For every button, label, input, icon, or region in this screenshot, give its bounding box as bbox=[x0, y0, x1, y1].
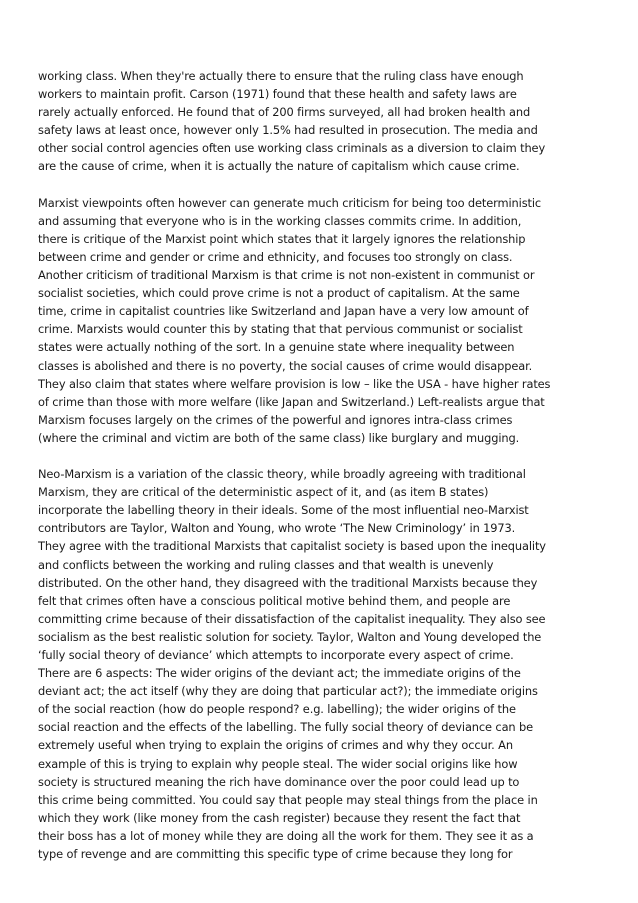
text-line: there is critique of the Marxist point which states that it largely ignores the relationship bbox=[38, 231, 526, 246]
text-line: classes is abolished and there is no poverty, the social causes of crime would disappear. bbox=[38, 358, 533, 373]
text-line: other social control agencies often use working class criminals as a diversion to claim they bbox=[38, 141, 546, 156]
text-line: which they work (like money from the cash register) because they resent the fact that bbox=[38, 810, 521, 825]
text-line: society is structured meaning the rich have dominance over the poor could lead up to bbox=[38, 774, 520, 789]
text-line: type of revenge and are committing this specific type of crime because they long for bbox=[38, 847, 513, 862]
text-line: this crime being committed. You could say that people may steal things from the place in bbox=[38, 792, 538, 807]
text-line: They also claim that states where welfare provision is low – like the USA - have higher rates bbox=[38, 376, 551, 391]
text-line: example of this is trying to explain why people steal. The wider social origins like how bbox=[38, 756, 518, 771]
text-line: Neo-Marxism is a variation of the classic theory, while broadly agreeing with traditional bbox=[38, 467, 526, 482]
text-line: Marxism, they are critical of the deterministic aspect of it, and (as item B states) bbox=[38, 485, 489, 500]
text-line: social reaction and the effects of the labelling. The fully social theory of deviance can be bbox=[38, 720, 534, 735]
text-line: ‘fully social theory of deviance’ which attempts to incorporate every aspect of crime. bbox=[38, 648, 514, 662]
text-line: and conflicts between the working and ruling classes and that wealth is unevenly bbox=[38, 557, 494, 572]
text-line: time, crime in capitalist countries like Switzerland and Japan have a very low amount of bbox=[38, 304, 529, 319]
text-line: felt that crimes often have a conscious political motive behind them, and people are bbox=[38, 593, 511, 608]
paragraph-marxism-criticism bbox=[38, 194, 600, 447]
text-line: contributors are Taylor, Walton and Young, who wrote ‘The New Criminology’ in 1973. bbox=[38, 521, 516, 536]
document-page bbox=[38, 67, 600, 881]
text-line: Marxist viewpoints often however can generate much criticism for being too deterministic bbox=[38, 195, 542, 210]
text-line: rarely actually enforced. He found that of 200 firms surveyed, all had broken health and bbox=[38, 105, 531, 120]
text-line: safety laws at least once, however only 1.5% had resulted in prosecution. The media and bbox=[38, 123, 538, 138]
text-line: distributed. On the other hand, they disagreed with the traditional Marxists because they bbox=[38, 575, 538, 590]
text-line: deviant act; the act itself (why they are doing that particular act?); the immediate origins bbox=[38, 684, 538, 699]
text-line: Another criticism of traditional Marxism is that crime is not non-existent in communist or bbox=[38, 268, 535, 283]
text-line: (where the criminal and victim are both of the same class) like burglary and mugging. bbox=[38, 430, 520, 445]
text-line: of crime than those with more welfare (like Japan and Switzerland.) Left-realists argue that bbox=[38, 394, 545, 409]
paragraph-neo-marxism bbox=[38, 465, 600, 863]
text-line: extremely useful when trying to explain the origins of crimes and why they occur. An bbox=[38, 738, 513, 753]
text-line: incorporate the labelling theory in their ideals. Some of the most influential neo-Marxist bbox=[38, 503, 529, 518]
text-line: Marxism focuses largely on the crimes of the powerful and ignores intra-class crimes bbox=[38, 412, 513, 427]
text-line: between crime and gender or crime and ethnicity, and focuses too strongly on class. bbox=[38, 249, 513, 264]
text-line: are the cause of crime, when it is actually the nature of capitalism which cause crime. bbox=[38, 159, 520, 174]
text-line: socialism as the best realistic solution for society. Taylor, Walton and Young developed the bbox=[38, 629, 542, 644]
text-line: crime. Marxists would counter this by stating that that pervious communist or socialist bbox=[38, 322, 523, 337]
text-line: states were actually nothing of the sort. In a genuine state where inequality between bbox=[38, 340, 515, 355]
text-line: and assuming that everyone who is in the working classes commits crime. In addition, bbox=[38, 213, 522, 228]
paragraph-capitalism-crime bbox=[38, 67, 600, 176]
text-line: committing crime because of their dissatisfaction of the capitalist inequality. They also see bbox=[38, 611, 546, 626]
text-line: of the social reaction (how do people respond? e.g. labelling); the wider origins of the bbox=[38, 702, 516, 717]
text-line: their boss has a lot of money while they are doing all the work for them. They see it as a bbox=[38, 828, 534, 843]
text-line: workers to maintain profit. Carson (1971) found that these health and safety laws are bbox=[38, 87, 517, 102]
text-line: socialist societies, which could prove crime is not a product of capitalism. At the same bbox=[38, 286, 520, 301]
text-line: They agree with the traditional Marxists that capitalist society is based upon the inequality bbox=[38, 539, 546, 554]
text-line: There are 6 aspects: The wider origins of the deviant act; the immediate origins of the bbox=[38, 666, 521, 681]
text-line: working class. When they're actually there to ensure that the ruling class have enough bbox=[38, 69, 524, 83]
